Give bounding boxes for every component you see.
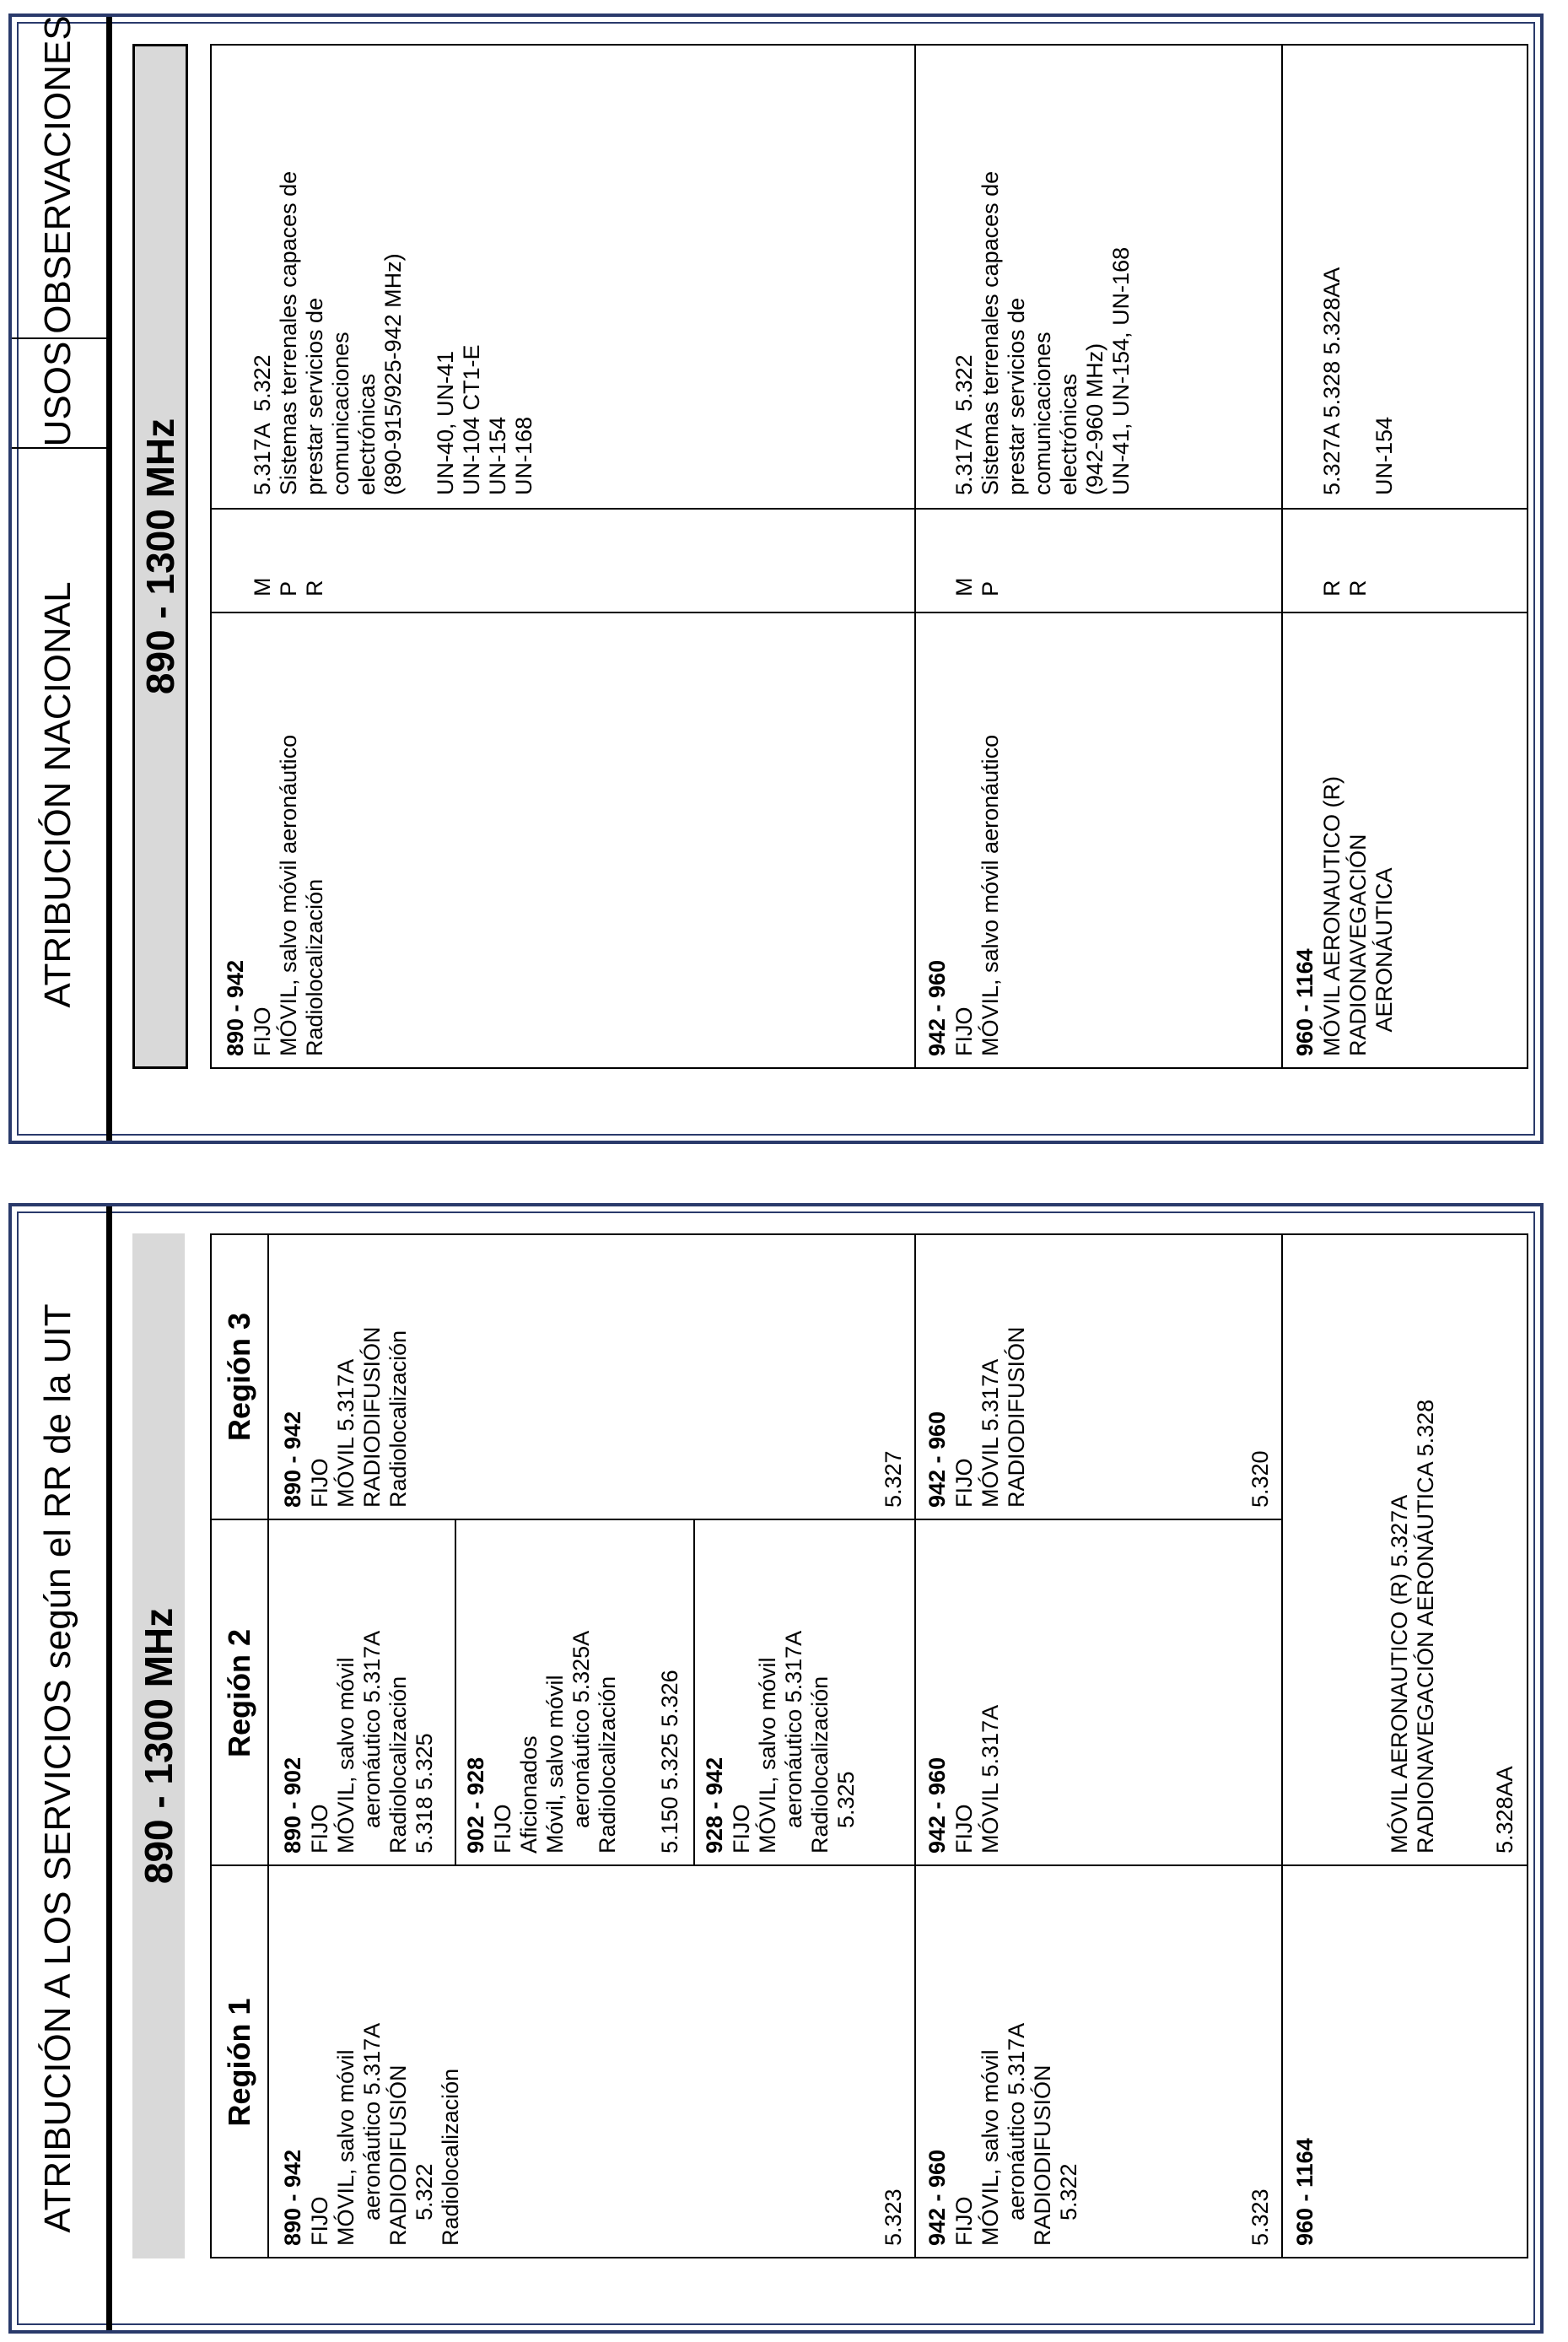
region-1-header: Región 1 [222, 1998, 256, 2127]
nat-942-observaciones: 5.317A 5.322 Sistemas terrenales capaces de prestar servicios de comunicaciones electrónicas (942-960 MHz) UN-41, UN-154, UN-168 [951, 170, 1134, 495]
body-divider-2 [267, 1519, 1282, 1520]
r2-divider-902 [455, 1520, 456, 1866]
title-underline [106, 1206, 112, 2330]
nat-890-usos: M P R [250, 577, 327, 596]
r1-960-divider [1281, 1864, 1528, 1866]
r2-942-services: FIJO MÓVIL 5.317A [951, 1704, 1003, 1854]
itu-panel-title: ATRIBUCIÓN A LOS SERVICIOS según el RR de la UIT [37, 1303, 78, 2233]
r23-960-services: MÓVIL AERONAUTICO (R) 5.327A RADIONAVEGACIÓN AERONÁUTICA 5.328 [1387, 1399, 1438, 1854]
r2-divider-928 [693, 1520, 695, 1866]
nat-960-services: MÓVIL AERONAUTICO (R) RADIONAVEGACIÓN AERONÁUTICA [1319, 775, 1397, 1056]
usos-header: USOS [37, 341, 78, 447]
r1-890-services: FIJO MÓVIL, salvo móvil aeronáutico 5.317A RADIODIFUSIÓN 5.322 Radiolocalización [307, 2022, 463, 2246]
r2-902-note: 5.150 5.325 5.326 [657, 1670, 682, 1854]
nat-row-divider-960 [1281, 44, 1283, 1069]
nat-title-underline [106, 17, 112, 1141]
r2-890-services: FIJO MÓVIL, salvo móvil aeronáutico 5.317A Radiolocalización 5.318 5.325 [307, 1630, 437, 1854]
r2-928-services: FIJO MÓVIL, salvo móvil aeronáutico 5.317A Radiolocalización 5.325 [729, 1630, 859, 1854]
r2-928-range: 928 - 942 [702, 1756, 727, 1854]
observaciones-header: OBSERVACIONES [37, 15, 78, 334]
nat-row-divider-942 [914, 44, 916, 1069]
itu-band-header: 890 - 1300 MHz [132, 1233, 185, 2258]
nat-body-divider-1 [210, 612, 1528, 613]
r1-942-range: 942 - 960 [924, 2149, 950, 2246]
nat-890-services: FIJO MÓVIL, salvo móvil aeronáutico Radiolocalización [250, 734, 327, 1056]
r1-960-range: 960 - 1164 [1292, 2138, 1317, 2246]
nat-942-range: 942 - 960 [924, 959, 950, 1056]
national-band-header: 890 - 1300 MHz [132, 44, 188, 1069]
r1-942-services: FIJO MÓVIL, salvo móvil aeronáutico 5.317A RADIODIFUSIÓN 5.322 [951, 2022, 1081, 2246]
r3-942-services: FIJO MÓVIL 5.317A RADIODIFUSIÓN [951, 1326, 1029, 1508]
nat-890-observaciones: 5.317A 5.322 Sistemas terrenales capaces de prestar servicios de comunicaciones electrónicas (890-915/925-942 MHz) UN-40, UN-41 UN-104 CT1-E UN-154 UN-168 [250, 170, 536, 495]
row-divider-890 [914, 1233, 916, 2258]
r2-902-range: 902 - 928 [463, 1756, 488, 1854]
nat-890-range: 890 - 942 [223, 959, 248, 1056]
row-divider-942 [1281, 1233, 1283, 2258]
region-3-header: Región 3 [222, 1313, 256, 1442]
nat-960-observaciones: 5.327A 5.328 5.328AA UN-154 [1319, 267, 1397, 495]
itu-allocation-panel [8, 1203, 1544, 2334]
body-divider-1 [267, 1864, 1282, 1866]
region-2-header: Región 2 [222, 1629, 256, 1758]
r3-942-range: 942 - 960 [924, 1411, 950, 1508]
nat-body-divider-2 [210, 508, 1528, 510]
national-allocation-header: ATRIBUCIÓN NACIONAL [37, 581, 78, 1008]
hdr-divider-2 [210, 1519, 269, 1520]
r3-942-note: 5.320 [1247, 1450, 1273, 1508]
nat-hdr-divider-1 [12, 447, 106, 449]
nat-960-range: 960 - 1164 [1292, 948, 1317, 1056]
r3-890-services: FIJO MÓVIL 5.317A RADIODIFUSIÓN Radiolocalización [307, 1326, 411, 1508]
nat-960-usos: R R [1319, 580, 1371, 596]
nat-hdr-divider-2 [12, 337, 106, 339]
r3-890-range: 890 - 942 [280, 1411, 305, 1508]
r23-960-note: 5.328AA [1492, 1766, 1517, 1854]
r1-890-note: 5.323 [881, 2188, 906, 2246]
nat-942-services: FIJO MÓVIL, salvo móvil aeronáutico [951, 734, 1003, 1056]
hdr-divider-1 [210, 1864, 269, 1866]
r1-942-note: 5.323 [1247, 2188, 1273, 2246]
r1-890-range: 890 - 942 [280, 2149, 305, 2246]
r2-942-range: 942 - 960 [924, 1756, 950, 1854]
r2-902-services: FIJO Aficionados Móvil, salvo móvil aeronáutico 5.325A Radiolocalización [490, 1630, 620, 1854]
r2-890-range: 890 - 902 [280, 1756, 305, 1854]
r3-890-note: 5.327 [881, 1450, 906, 1508]
national-allocation-panel [8, 13, 1544, 1144]
nat-942-usos: M P [951, 577, 1003, 596]
